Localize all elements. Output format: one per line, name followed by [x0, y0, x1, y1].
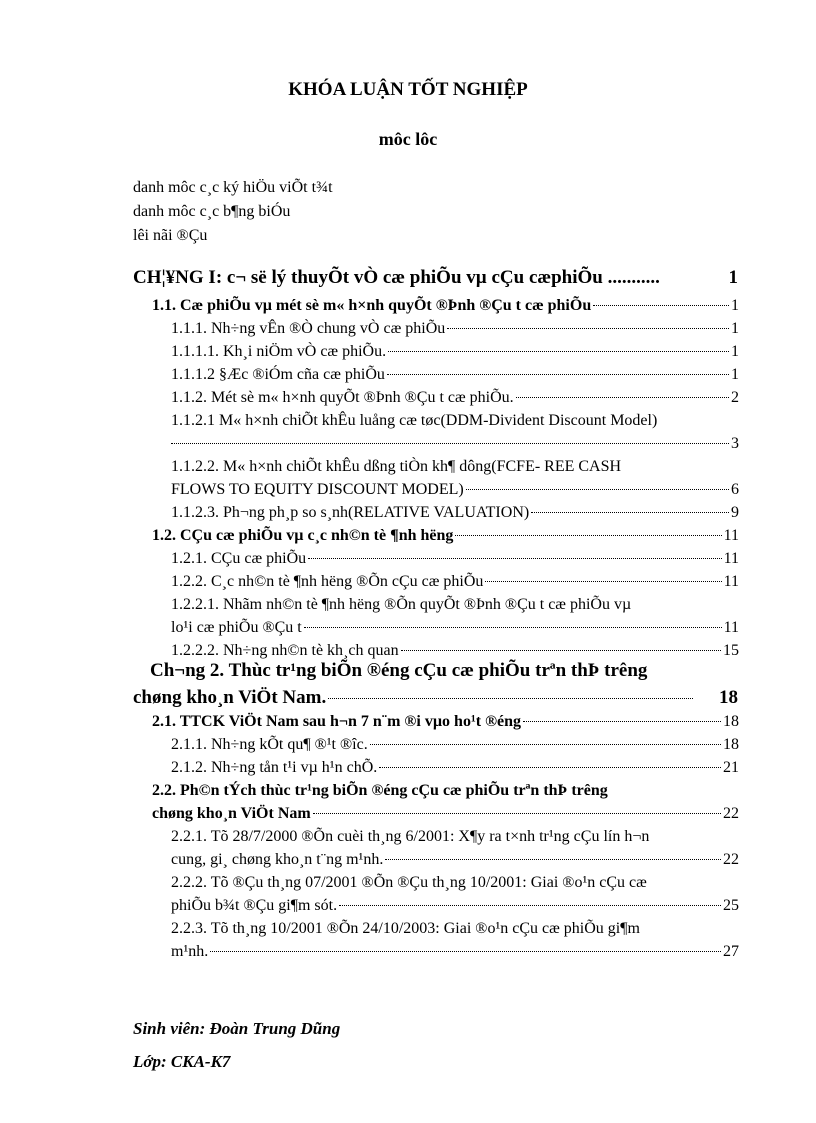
- toc-section-2-2-1: cung, gi¸ chøng kho¸n t¨ng m¹nh. 22: [171, 851, 739, 868]
- toc-section-1-2: 1.2. CÇu cæ phiÕu vµ c¸c nh©n tè ¶nh hëng 11: [152, 527, 739, 544]
- toc-section-1-1-2-2-line1: 1.1.2.2. M« h×nh chiÕt khÊu dßng tiÒn kh¶ dông(FCFE- REE CASH: [171, 458, 622, 475]
- toc-title: môc lôc: [378, 129, 438, 149]
- toc-chapter-2: chøng kho¸n ViÖt Nam. 18: [133, 687, 738, 708]
- toc-section-1-1-1-1: 1.1.1.1. Kh¸i niÖm vÒ cæ phiÕu. 1: [171, 343, 739, 360]
- toc-section-2-2-2: phiÕu b¾t ®Çu gi¶m sót. 25: [171, 897, 739, 914]
- toc-section-1-1-2: 1.1.2. Mét sè m« h×nh quyÕt ®Þnh ®Çu t cæ phiÕu. 2: [171, 389, 739, 406]
- toc-section-2-2-2-line1: 2.2.2. Tõ ®Çu th¸ng 07/2001 ®Õn ®Çu th¸ng 10/2001: Giai ®o¹n cÇu cæ: [171, 874, 647, 891]
- toc-section-1-1-1: 1.1.1. Nh÷ng vÊn ®Ò chung vÒ cæ phiÕu 1: [171, 320, 739, 337]
- toc-section-2-2-1-line1: 2.2.1. Tõ 28/7/2000 ®Õn cuèi th¸ng 6/2001: X¶y ra t×nh tr¹ng cÇu lín h¬n: [171, 828, 650, 845]
- thesis-title: KHÓA LUẬN TỐT NGHIỆP: [288, 79, 528, 100]
- front-item-preface: lêi nãi ®Çu: [133, 227, 208, 244]
- front-item-abbreviations: danh môc c¸c ký hiÖu viÕt t¾t: [133, 179, 333, 196]
- toc-section-1-1-2-1-line1: 1.1.2.1 M« h×nh chiÕt khÊu luång cæ tøc(DDM-Divident Discount Model): [171, 412, 658, 429]
- toc-section-1-2-2: 1.2.2. C¸c nh©n tè ¶nh hëng ®Õn cÇu cæ phiÕu 11: [171, 573, 739, 590]
- toc-section-1-1-2-2: FLOWS TO EQUITY DISCOUNT MODEL) 6: [171, 481, 739, 498]
- toc-chapter-2-line1: Ch¬ng 2. Thùc tr¹ng biÕn ®éng cÇu cæ phiÕu trªn thÞ trêng: [150, 660, 648, 681]
- toc-section-2-1: 2.1. TTCK ViÖt Nam sau h¬n 7 n¨m ®i vµo ho¹t ®éng 18: [152, 713, 739, 730]
- toc-section-2-2-3: m¹nh. 27: [171, 943, 739, 960]
- toc-section-1-2-1: 1.2.1. CÇu cæ phiÕu 11: [171, 550, 739, 567]
- toc-section-1-2-2-1: lo¹i cæ phiÕu ®Çu t 11: [171, 619, 739, 636]
- toc-section-2-1-1: 2.1.1. Nh÷ng kÕt qu¶ ®¹t ®îc. 18: [171, 736, 739, 753]
- front-item-tables: danh môc c¸c b¶ng biÓu: [133, 203, 291, 220]
- toc-section-2-2-3-line1: 2.2.3. Tõ th¸ng 10/2001 ®Õn 24/10/2003: Giai ®o¹n cÇu cæ phiÕu gi¶m: [171, 920, 640, 937]
- toc-section-2-2: chøng kho¸n ViÖt Nam 22: [152, 805, 739, 822]
- toc-section-1-1-1-2: 1.1.1.2 §Æc ®iÓm cña cæ phiÕu 1: [171, 366, 739, 383]
- toc-section-2-1-2: 2.1.2. Nh÷ng tån t¹i vµ h¹n chÕ. 21: [171, 759, 739, 776]
- toc-section-1-2-2-2: 1.2.2.2. Nh÷ng nh©n tè kh¸ch quan 15: [171, 642, 739, 659]
- toc-section-1-1-2-1: 3: [171, 435, 739, 453]
- toc-section-2-2-line1: 2.2. Ph©n tÝch thùc tr¹ng biÕn ®éng cÇu cæ phiÕu trªn thÞ trêng: [152, 782, 608, 799]
- student-name: Sinh viên: Đoàn Trung Dũng: [133, 1019, 341, 1038]
- toc-section-1-1: 1.1. Cæ phiÕu vµ mét sè m« h×nh quyÕt ®Þnh ®Çu t cæ phiÕu 1: [152, 297, 739, 314]
- toc-section-1-2-2-1-line1: 1.2.2.1. Nhãm nh©n tè ¶nh hëng ®Õn quyÕt ®Þnh ®Çu t cæ phiÕu vµ: [171, 596, 632, 613]
- toc-section-1-1-2-3: 1.1.2.3. Ph¬ng ph¸p so s¸nh(RELATIVE VALUATION) 9: [171, 504, 739, 521]
- toc-chapter-1: CH¦¥NG I: c¬ së lý thuyÕt vÒ cæ phiÕu vµ cÇu cæphiÕu ........... 1: [133, 267, 738, 288]
- class-name: Lớp: CKA-K7: [133, 1052, 231, 1071]
